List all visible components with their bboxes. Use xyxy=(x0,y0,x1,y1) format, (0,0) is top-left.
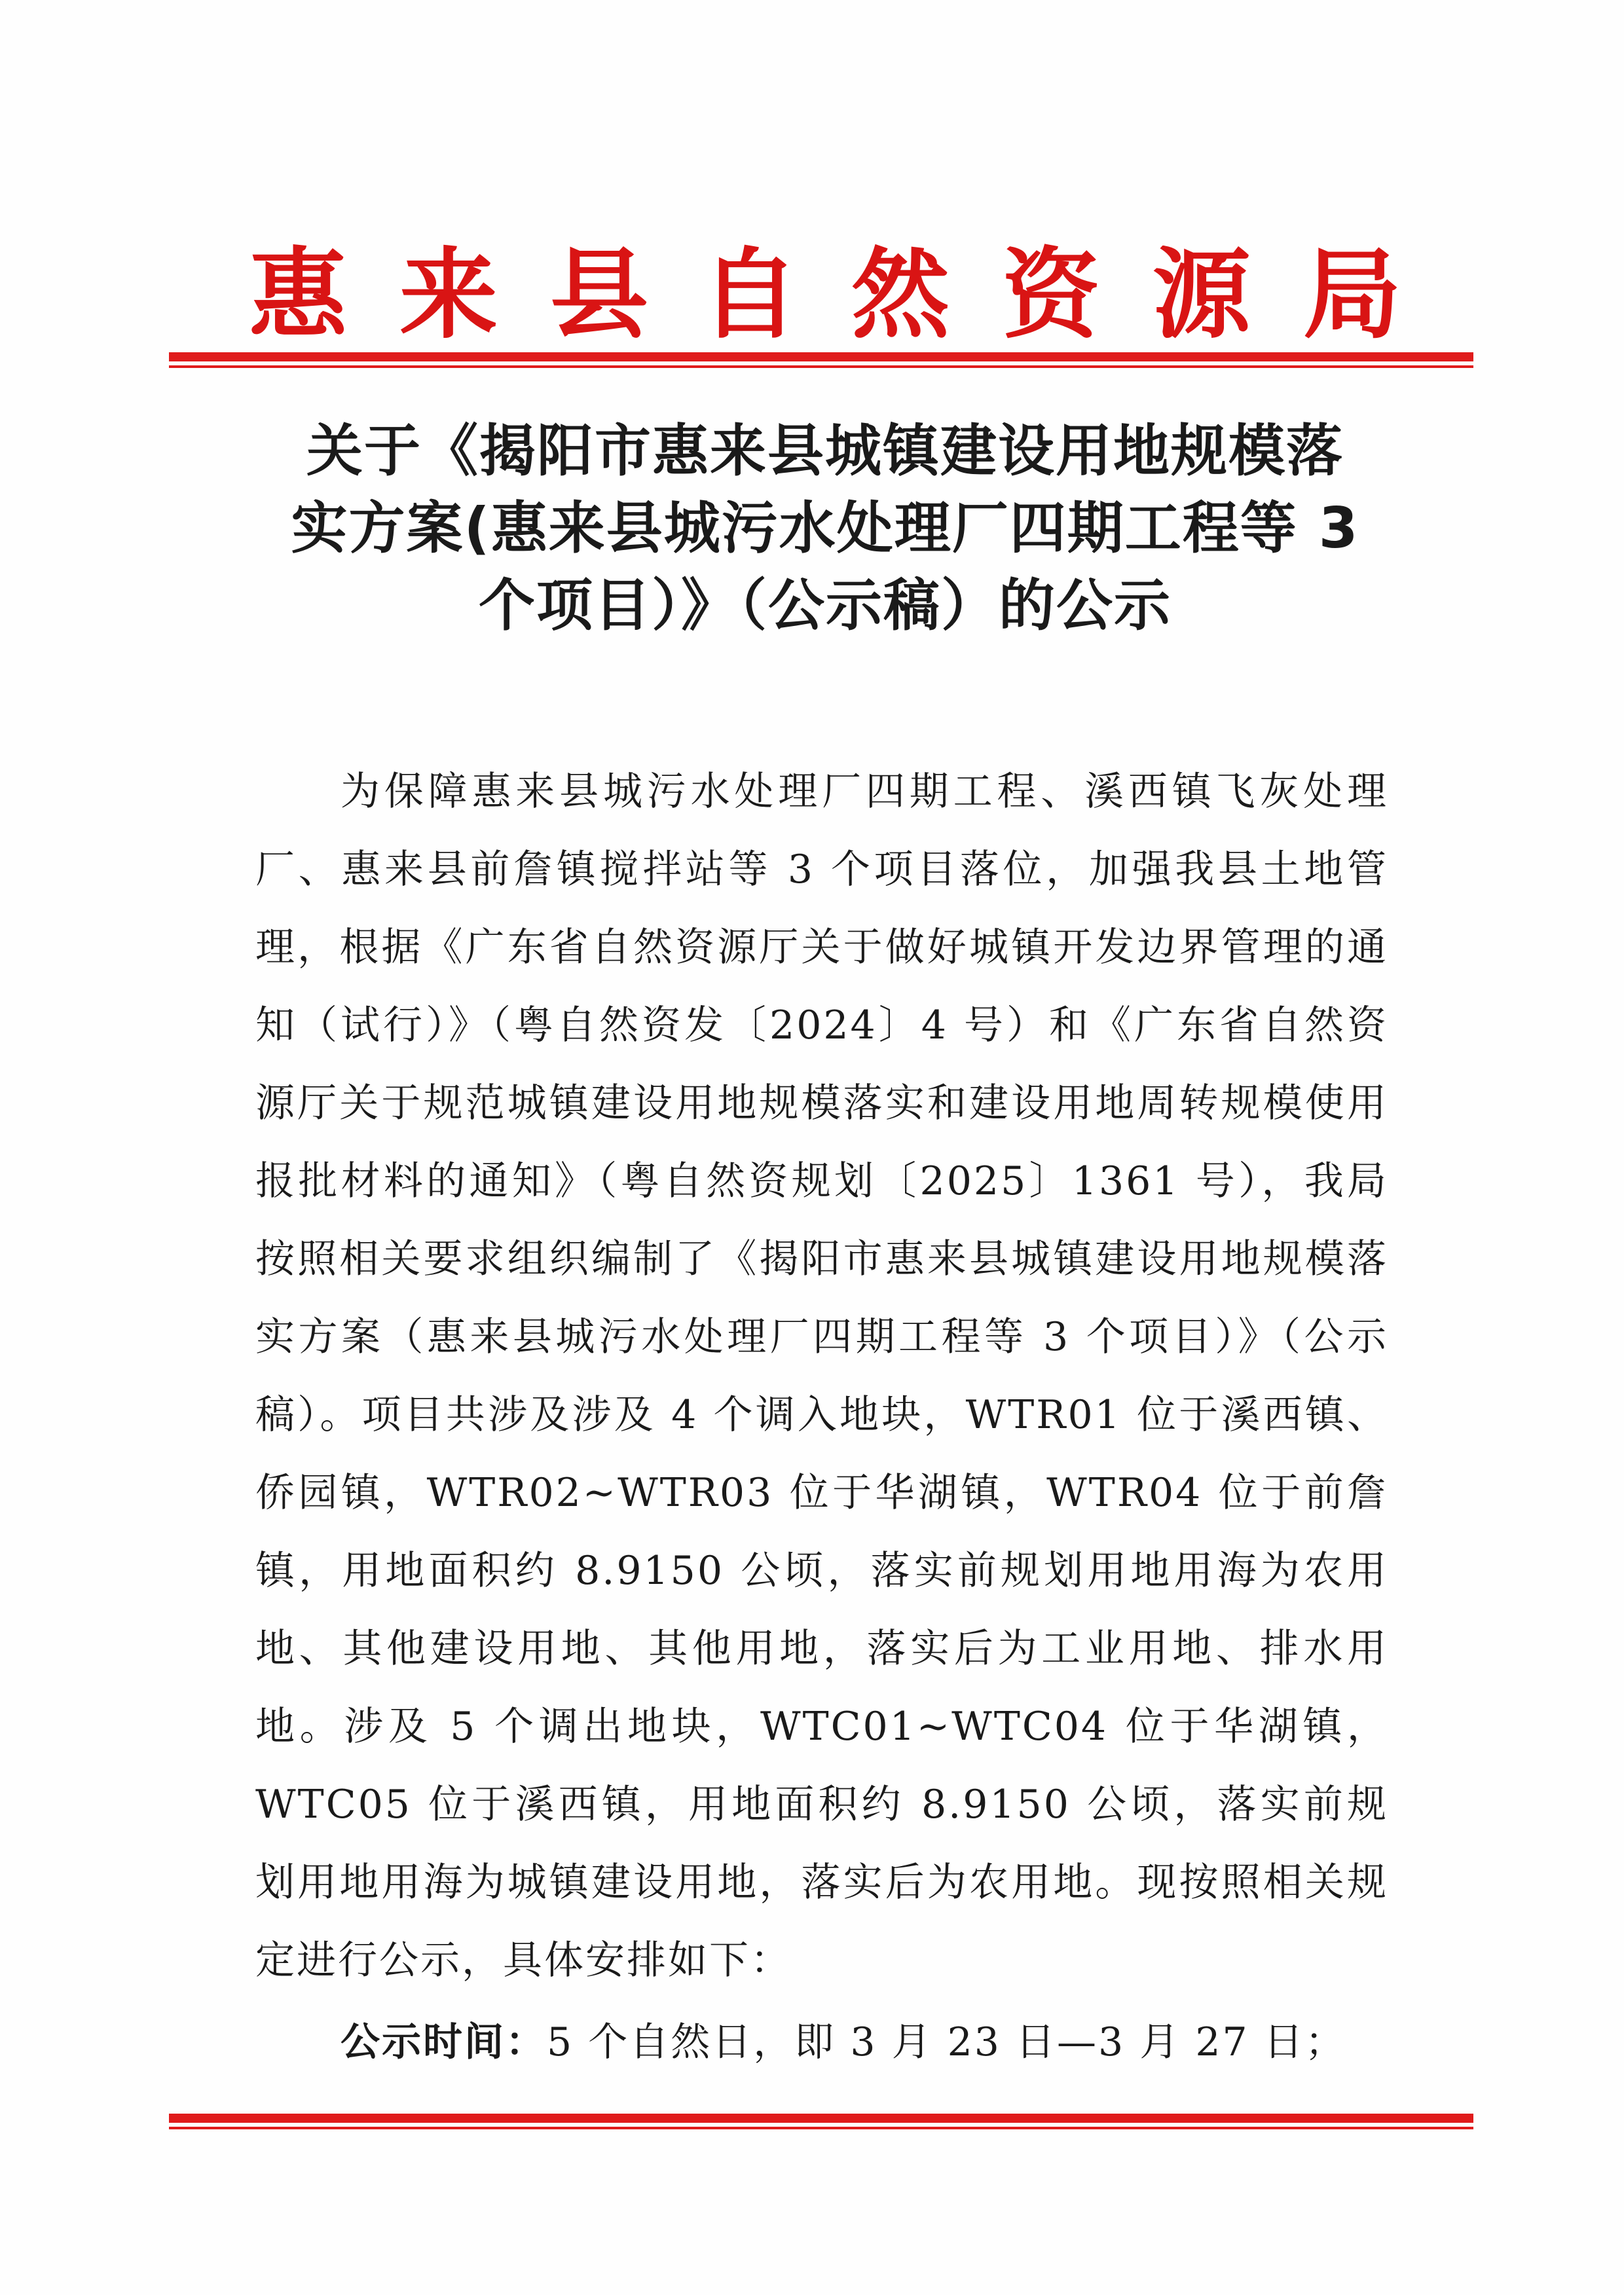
body-paragraph: 为保障惠来县城污水处理厂四期工程、溪西镇飞灰处理厂、惠来县前詹镇搅拌站等 3 个项目落位，加强我县土地管理，根据《广东省自然资源厅关于做好城镇开发边界管理的通知（试行）》（粤自然资发〔2024〕4 号）和《广东省自然资源厅关于规范城镇建设用地规模落实和建设用地周转规模使用报批材料的通知》（粤自然资规划〔2025〕1361 号），我局按照相关要求组织编制了《揭阳市惠来县城镇建设用地规模落实方案（惠来县城污水处理厂四期工程等 3 个项目）》（公示稿）。项目共涉及涉及 4 个调入地块，WTR01 位于溪西镇、侨园镇，WTR02~WTR03 位于华湖镇，WTR04 位于前詹镇，用地面积约 8.9150 公顷，落实前规划用地用海为农用地、其他建设用地、其他用地，落实后为工业用地、排水用地。涉及 5 个调出地块，WTC01~WTC04 位于华湖镇，WTC05 位于溪西镇，用地面积约 8.9150 公顷，落实前规划用地用海为城镇建设用地，落实后为农用地。现按照相关规定进行公示，具体安排如下： xyxy=(255,769,1388,1983)
title-line: 关于《揭阳市惠来县城镇建设用地规模落 xyxy=(306,418,1344,484)
masthead-char: 资 xyxy=(1001,237,1100,352)
masthead-char: 源 xyxy=(1152,237,1251,352)
masthead-char: 局 xyxy=(1302,237,1401,352)
masthead-char: 惠 xyxy=(249,237,348,352)
rule-thick-line xyxy=(169,352,1473,361)
footer-red-rule xyxy=(169,2114,1473,2129)
notice-period-label: 公示时间： xyxy=(341,2019,547,2065)
rule-thin-line xyxy=(169,365,1473,368)
masthead-char: 然 xyxy=(851,237,950,352)
masthead-agency-name xyxy=(249,236,1401,354)
header-red-rule xyxy=(169,352,1473,368)
rule-thick-line xyxy=(169,2114,1473,2123)
masthead-char: 来 xyxy=(399,237,498,352)
masthead-char: 县 xyxy=(549,237,648,352)
rule-thin-line xyxy=(169,2127,1473,2129)
masthead-char: 自 xyxy=(700,237,799,352)
document-title xyxy=(255,413,1395,644)
notice-period-value: 5 个自然日，即 3 月 23 日—3 月 27 日； xyxy=(547,2019,1346,2065)
title-line: 个项目）》（公示稿）的公示 xyxy=(479,573,1172,638)
notice-period xyxy=(341,2004,1388,2082)
title-line: 实方案(惠来县城污水处理厂四期工程等 3 xyxy=(291,496,1359,561)
